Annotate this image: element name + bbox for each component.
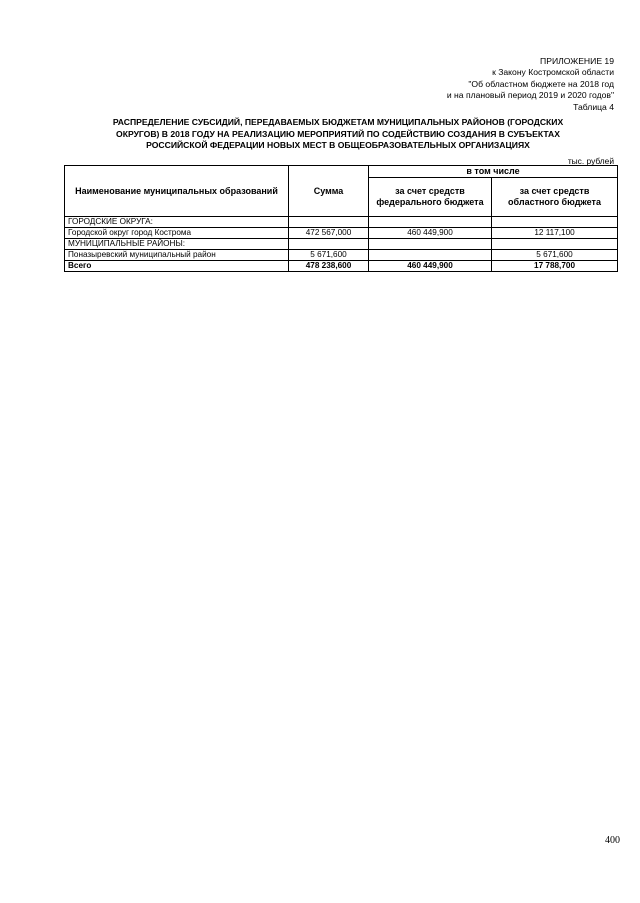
- row-sum: 472 567,000: [289, 228, 369, 239]
- header-name: Наименование муниципальных образований: [65, 166, 289, 217]
- appendix-line: и на плановый период 2019 и 2020 годов": [446, 90, 614, 101]
- header-sum: Сумма: [289, 166, 369, 217]
- group-label: ГОРОДСКИЕ ОКРУГА:: [65, 217, 289, 228]
- total-label: Всего: [65, 261, 289, 272]
- header-federal: за счет средств федерального бюджета: [369, 178, 492, 217]
- header-regional: за счет средств областного бюджета: [492, 178, 618, 217]
- table-row: [65, 228, 618, 239]
- appendix-header: [447, 56, 614, 113]
- title-line: ОКРУГОВ) В 2018 ГОДУ НА РЕАЛИЗАЦИЮ МЕРОПРИЯТИЙ ПО СОДЕЙСТВИЮ СОЗДАНИЯ В СУБЪЕКТАХ: [116, 128, 560, 139]
- row-regional: 12 117,100: [492, 228, 618, 239]
- subsidies-table: [64, 165, 618, 272]
- title-line: РОССИЙСКОЙ ФЕДЕРАЦИИ НОВЫХ МЕСТ В ОБЩЕОБРАЗОВАТЕЛЬНЫХ ОРГАНИЗАЦИЯХ: [146, 140, 530, 151]
- row-regional: 5 671,600: [492, 250, 618, 261]
- row-federal: [369, 250, 492, 261]
- row-sum: 5 671,600: [289, 250, 369, 261]
- header-including: в том числе: [369, 166, 618, 178]
- table-number: Таблица 4: [573, 101, 614, 112]
- group-row-city-districts: [65, 217, 618, 228]
- total-row: [65, 261, 618, 272]
- row-federal: 460 449,900: [369, 228, 492, 239]
- document-title: [72, 117, 604, 152]
- units-label: тыс. рублей: [567, 156, 614, 166]
- appendix-line: "Об областном бюджете на 2018 год: [468, 78, 614, 89]
- title-line: РАСПРЕДЕЛЕНИЕ СУБСИДИЙ, ПЕРЕДАВАЕМЫХ БЮДЖЕТАМ МУНИЦИПАЛЬНЫХ РАЙОНОВ (ГОРОДСКИХ: [112, 117, 564, 127]
- total-federal: 460 449,900: [369, 261, 492, 272]
- group-label: МУНИЦИПАЛЬНЫЕ РАЙОНЫ:: [65, 239, 289, 250]
- group-row-municipal-districts: [65, 239, 618, 250]
- total-regional: 17 788,700: [492, 261, 618, 272]
- table-row: [65, 250, 618, 261]
- row-name: Городской округ город Кострома: [65, 228, 289, 239]
- row-name: Поназыревский муниципальный район: [65, 250, 289, 261]
- appendix-line: ПРИЛОЖЕНИЕ 19: [540, 56, 614, 66]
- page-number: 400: [605, 835, 620, 846]
- total-sum: 478 238,600: [289, 261, 369, 272]
- appendix-line: к Закону Костромской области: [492, 67, 614, 78]
